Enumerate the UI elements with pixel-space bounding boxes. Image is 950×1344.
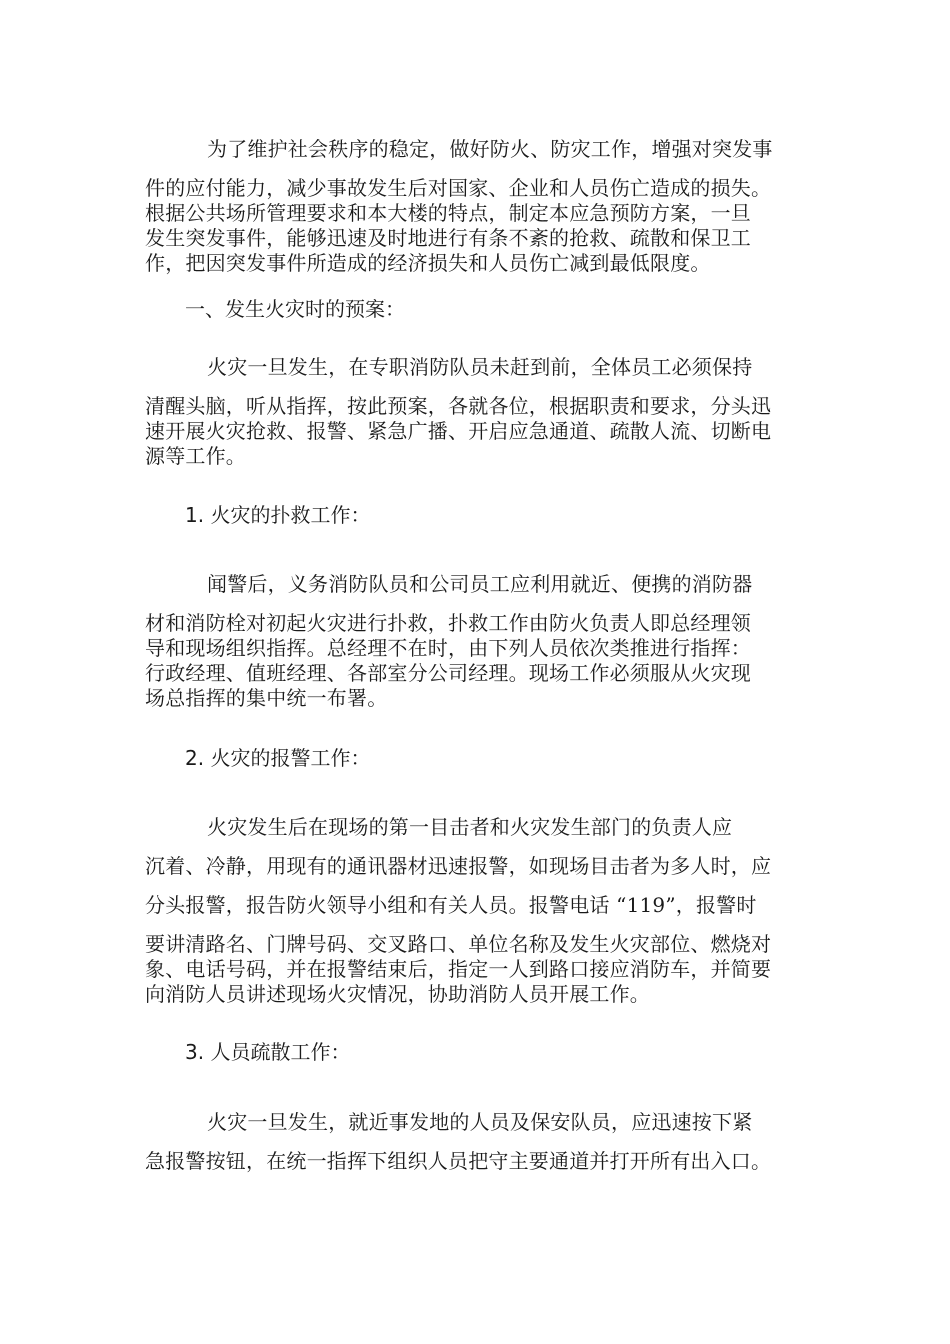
intro-paragraph <box>145 137 835 276</box>
paragraph-line: 火灾发生后在现场的第一目击者和火灾发生部门的负责人应 <box>207 815 733 839</box>
paragraph-line: 作，把因突发事件所造成的经济损失和人员伤亡减到最低限度。 <box>145 251 711 275</box>
item-title: 火灾的扑救工作： <box>210 503 371 527</box>
paragraph-line: 发生突发事件，能够迅速及时地进行有条不紊的抢救、疏散和保卫工 <box>145 226 751 250</box>
item-title: 人员疏散工作： <box>210 1040 351 1064</box>
paragraph-line: 向消防人员讲述现场火灾情况，协助消防人员开展工作。 <box>145 982 650 1006</box>
paragraph-line: 沉着、冷静，用现有的通讯器材迅速报警，如现场目击者为多人时，应 <box>145 854 772 878</box>
paragraph-line: 为了维护社会秩序的稳定，做好防火、防灾工作，增强对突发事 <box>207 137 773 161</box>
paragraph-line: 行政经理、值班经理、各部室分公司经理。现场工作必须服从火灾现 <box>145 661 751 685</box>
paragraph-line: 导和现场组织指挥。总经理不在时，由下列人员依次类推进行指挥： <box>145 636 751 660</box>
paragraph-line: 场总指挥的集中统一布署。 <box>145 686 388 710</box>
item-heading <box>185 503 370 528</box>
paragraph-line: 火灾一旦发生，在专职消防队员未赶到前，全体员工必须保持 <box>207 355 753 379</box>
item-number: 1. <box>185 503 205 527</box>
item-heading <box>185 746 370 771</box>
paragraph-line: 材和消防栓对初起火灾进行扑救，扑救工作由防火负责人即总经理领 <box>145 611 751 635</box>
paragraph-line: 分头报警，报告防火领导小组和有关人员。报警电话 “119”，报警时 <box>145 893 757 917</box>
paragraph-line: 急报警按钮，在统一指挥下组织人员把守主要通道并打开所有出入口。 <box>145 1149 772 1173</box>
item-number: 2. <box>185 746 205 770</box>
item-title: 火灾的报警工作： <box>210 746 371 770</box>
paragraph-line: 清醒头脑，听从指挥，按此预案，各就各位，根据职责和要求，分头迅 <box>145 394 772 418</box>
paragraph-line: 要讲清路名、门牌号码、交叉路口、单位名称及发生火灾部位、燃烧对 <box>145 932 772 956</box>
section-heading: 一、发生火灾时的预案： <box>185 297 405 321</box>
paragraph-line: 火灾一旦发生，就近事发地的人员及保安队员，应迅速按下紧 <box>207 1110 753 1134</box>
paragraph-line: 闻警后，义务消防队员和公司员工应利用就近、便携的消防器 <box>207 572 753 596</box>
item3-paragraph <box>145 1110 835 1174</box>
paragraph-line: 根据公共场所管理要求和本大楼的特点，制定本应急预防方案，一旦 <box>145 201 751 225</box>
paragraph-line: 源等工作。 <box>145 444 246 468</box>
item1-paragraph <box>145 572 835 711</box>
paragraph-line: 速开展火灾抢救、报警、紧急广播、开启应急通道、疏散人流、切断电 <box>145 419 772 443</box>
item2-paragraph <box>145 815 835 1007</box>
section1-paragraph <box>145 355 835 469</box>
item-heading <box>185 1040 350 1065</box>
paragraph-line: 象、电话号码，并在报警结束后，指定一人到路口接应消防车，并简要 <box>145 957 772 981</box>
paragraph-line: 件的应付能力，减少事故发生后对国家、企业和人员伤亡造成的损失。 <box>145 176 772 200</box>
item-number: 3. <box>185 1040 205 1064</box>
